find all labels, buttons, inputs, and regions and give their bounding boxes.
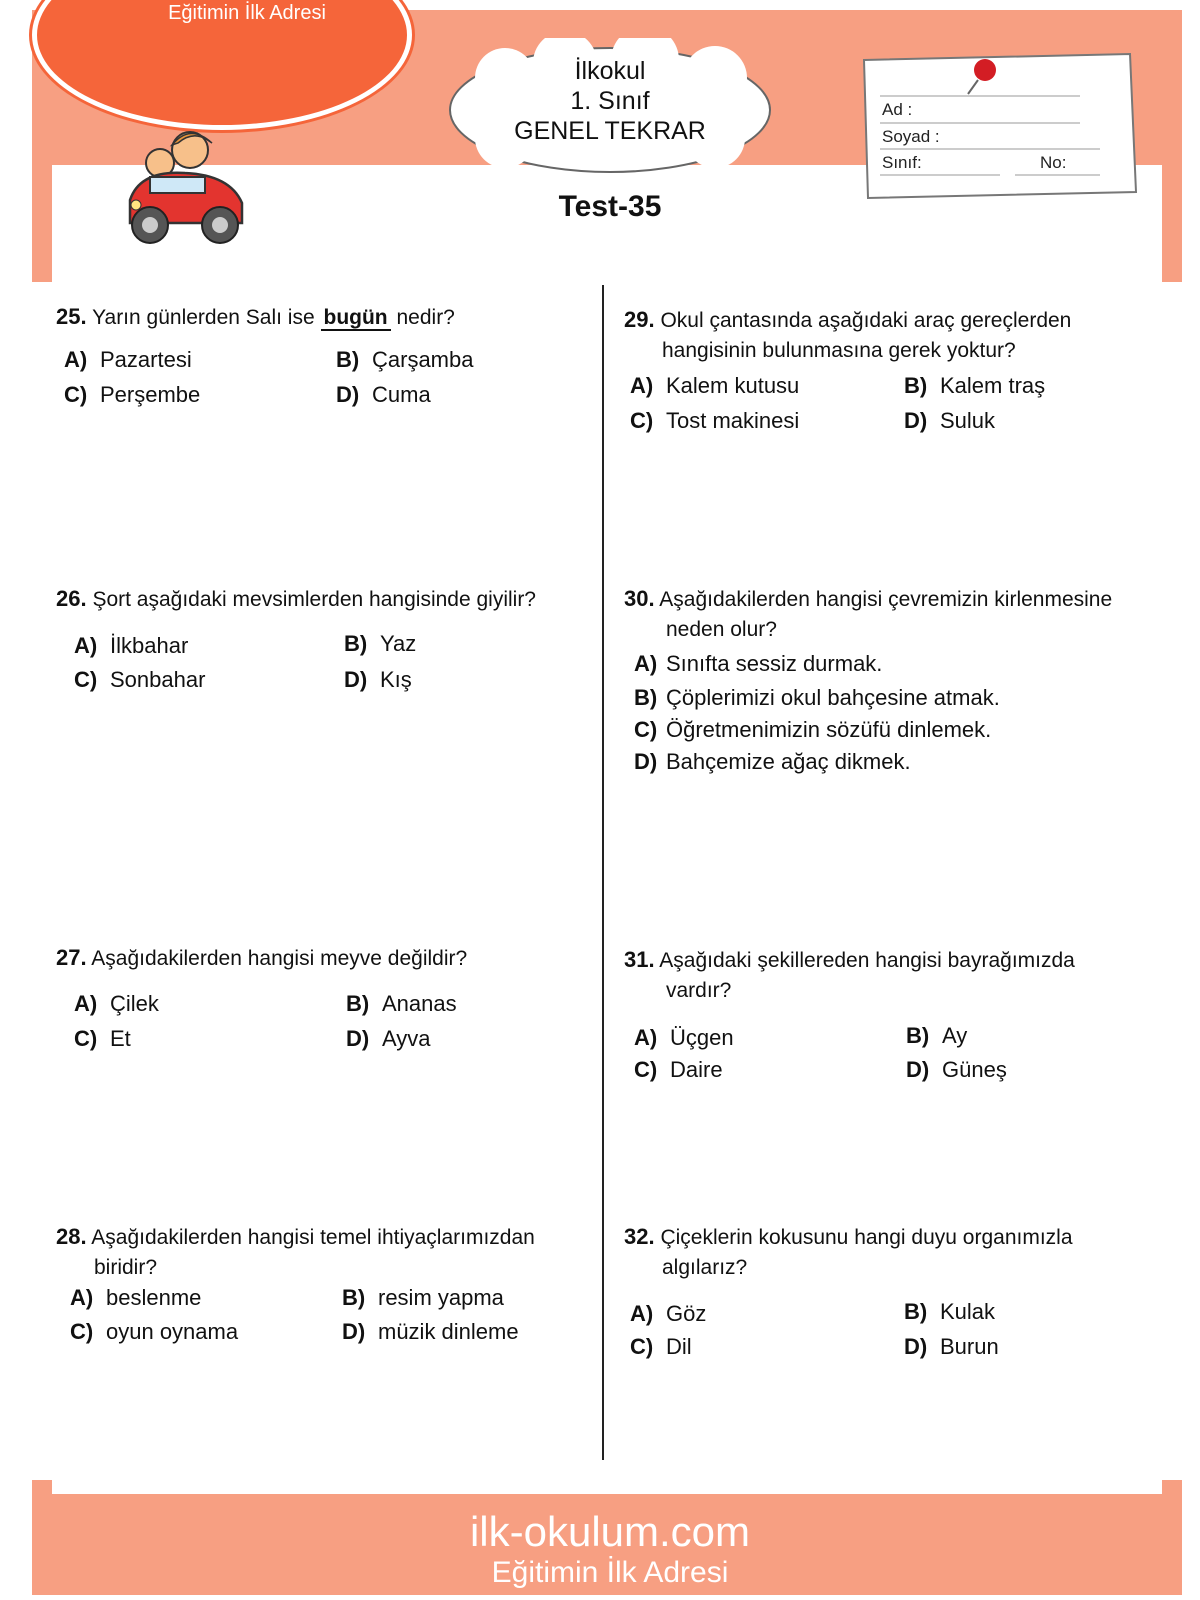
card-ad-label: Ad : — [882, 100, 913, 119]
option-c[interactable]: C) Perşembe — [64, 382, 201, 407]
question-stem-end: nedir? — [396, 306, 455, 329]
option-a[interactable]: A) İlkbahar — [74, 633, 189, 658]
question-stem-line2: algılarız? — [662, 1256, 748, 1279]
question-stem-line2: biridir? — [94, 1256, 158, 1279]
grade: 1. Sınıf — [570, 87, 650, 115]
question-31 — [624, 945, 1184, 1006]
question-stem-line2: hangisinin bulunmasına gerek yoktur? — [662, 339, 1016, 362]
question-number: 32. — [624, 1224, 655, 1249]
question-stem-line1: Aşağıdaki şekillereden hangisi bayrağımızda — [659, 949, 1075, 972]
car-cartoon-icon — [120, 125, 250, 250]
option-b[interactable]: B) Ananas — [346, 991, 457, 1016]
question-number: 29. — [624, 307, 655, 332]
card-soyad-label: Soyad : — [882, 127, 940, 146]
header-title-block — [445, 56, 775, 146]
option-a[interactable]: A) Çilek — [74, 991, 159, 1016]
option-d[interactable]: D) Burun — [904, 1334, 999, 1359]
emphasized-word: bugün — [321, 306, 391, 331]
option-a[interactable]: A) Göz — [630, 1301, 707, 1326]
question-stem: Aşağıdakilerden hangisi meyve değildir? — [91, 947, 468, 970]
option-d[interactable]: D) Cuma — [336, 382, 431, 407]
question-stem: Şort aşağıdaki mevsimlerden hangisinde giyilir? — [92, 588, 536, 611]
question-stem-line2: neden olur? — [666, 618, 777, 641]
option-c[interactable]: C) Daire — [634, 1057, 723, 1082]
logo-tagline: Eğitimin İlk Adresi — [168, 2, 326, 24]
option-b[interactable]: B) Kulak — [904, 1299, 996, 1324]
option-c[interactable]: C) Sonbahar — [74, 667, 206, 692]
subject: GENEL TEKRAR — [514, 117, 706, 145]
card-no-label: No: — [1040, 153, 1067, 172]
question-stem-line2: vardır? — [666, 979, 732, 1002]
option-b[interactable]: B) Çöplerimizi okul bahçesine atmak. — [634, 685, 1000, 710]
option-a[interactable]: A) Sınıfta sessiz durmak. — [634, 651, 883, 676]
column-divider — [602, 285, 604, 1460]
question-27 — [56, 943, 596, 974]
option-c[interactable]: C) Tost makinesi — [630, 408, 800, 433]
question-stem-line1: Aşağıdakilerden hangisi temel ihtiyaçlarımızdan — [91, 1226, 535, 1249]
option-a[interactable]: A) Üçgen — [634, 1025, 734, 1050]
question-number: 31. — [624, 947, 655, 972]
question-32 — [624, 1222, 1184, 1283]
option-d[interactable]: D) Bahçemize ağaç dikmek. — [634, 749, 911, 774]
option-b[interactable]: B) Ay — [906, 1023, 968, 1048]
option-b[interactable]: B) Yaz — [344, 631, 417, 656]
question-number: 30. — [624, 586, 655, 611]
option-b[interactable]: B) Çarşamba — [336, 347, 474, 372]
question-stem-line1: Aşağıdakilerden hangisi çevremizin kirlenmesine — [659, 588, 1113, 611]
question-number: 26. — [56, 586, 87, 611]
option-a[interactable]: A) Kalem kutusu — [630, 373, 800, 398]
option-d[interactable]: D) Kış — [344, 667, 412, 692]
option-c[interactable]: C) Öğretmenimizin sözüfü dinlemek. — [634, 717, 992, 742]
option-d[interactable]: D) Suluk — [904, 408, 996, 433]
question-26 — [56, 584, 596, 615]
question-stem: Yarın günlerden Salı ise — [92, 306, 315, 329]
footer-tagline: Eğitimin İlk Adresi — [491, 1556, 729, 1589]
question-stem-line1: Okul çantasında aşağıdaki araç gereçlerden — [660, 309, 1072, 332]
question-stem-line1: Çiçeklerin kokusunu hangi duyu organımızla — [660, 1226, 1073, 1249]
student-info-card — [860, 52, 1140, 200]
question-30 — [624, 584, 1184, 645]
card-sinif-label: Sınıf: — [882, 153, 922, 172]
thought-bubbles — [230, 168, 430, 228]
question-number: 25. — [56, 304, 87, 329]
test-title: Test-35 — [558, 190, 662, 223]
footer-site-name[interactable]: ilk-okulum.com — [469, 1508, 751, 1555]
footer-top-strip — [52, 1480, 1162, 1494]
question-25 — [56, 302, 596, 333]
option-a[interactable]: A) Pazartesi — [64, 347, 192, 372]
option-d[interactable]: D) Güneş — [906, 1057, 1007, 1082]
question-29 — [624, 305, 1184, 366]
option-b[interactable]: B) resim yapma — [342, 1285, 504, 1310]
question-28 — [56, 1222, 596, 1283]
option-c[interactable]: C) Et — [74, 1026, 131, 1051]
option-d[interactable]: D) Ayva — [346, 1026, 431, 1051]
school-level: İlkokul — [574, 57, 646, 85]
question-number: 27. — [56, 945, 87, 970]
option-a[interactable]: A) beslenme — [70, 1285, 202, 1310]
option-b[interactable]: B) Kalem traş — [904, 373, 1046, 398]
option-c[interactable]: C) Dil — [630, 1334, 692, 1359]
option-d[interactable]: D) müzik dinleme — [342, 1319, 519, 1344]
question-number: 28. — [56, 1224, 87, 1249]
option-c[interactable]: C) oyun oynama — [70, 1319, 239, 1344]
